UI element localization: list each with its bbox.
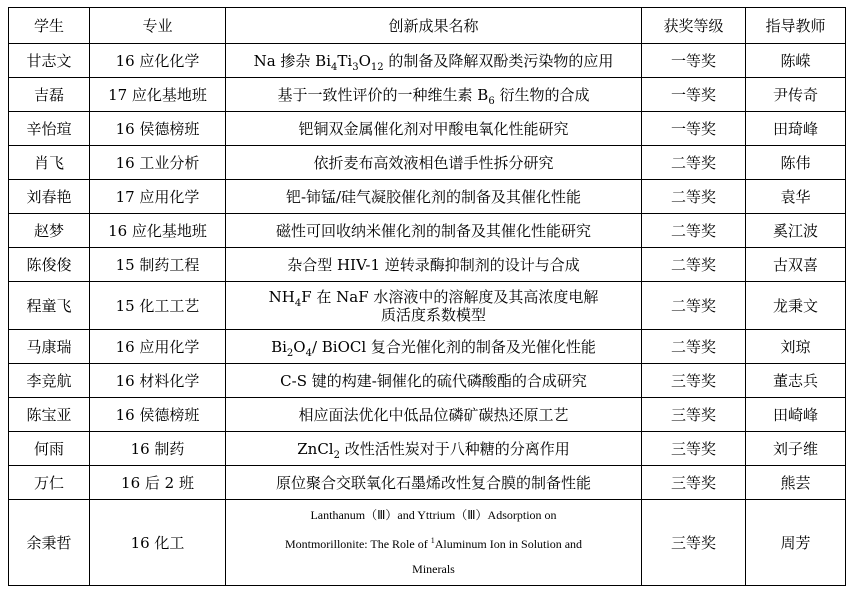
award-cell: 一等奖 [642, 78, 746, 112]
major-cell: 16 材料化学 [90, 364, 226, 398]
major-cell: 16 应化化学 [90, 44, 226, 78]
title-cell: 钯-铈锰/硅气凝胶催化剂的制备及其催化性能 [226, 180, 642, 214]
major-cell: 16 制药 [90, 432, 226, 466]
advisor-cell: 刘琼 [746, 330, 846, 364]
advisor-cell: 古双喜 [746, 248, 846, 282]
award-cell: 三等奖 [642, 364, 746, 398]
header-title: 创新成果名称 [226, 8, 642, 44]
table-body [9, 44, 846, 586]
table-row [9, 432, 846, 466]
table-row [9, 146, 846, 180]
major-cell: 17 应化基地班 [90, 78, 226, 112]
advisor-cell: 田崎峰 [746, 398, 846, 432]
award-cell: 三等奖 [642, 432, 746, 466]
award-cell: 二等奖 [642, 180, 746, 214]
student-cell: 吉磊 [9, 78, 90, 112]
award-cell: 一等奖 [642, 112, 746, 146]
advisor-cell: 陈嵘 [746, 44, 846, 78]
student-cell: 程童飞 [9, 282, 90, 330]
student-cell: 刘春艳 [9, 180, 90, 214]
title-cell: 依折麦布高效液相色谱手性拆分研究 [226, 146, 642, 180]
advisor-cell: 熊芸 [746, 466, 846, 500]
title-cell: 杂合型 HIV-1 逆转录酶抑制剂的设计与合成 [226, 248, 642, 282]
student-cell: 辛怡瑄 [9, 112, 90, 146]
student-cell: 何雨 [9, 432, 90, 466]
title-cell: Lanthanum（Ⅲ）and Yttrium（Ⅲ）Adsorption on Montmorillonite: The Role of $^1$Aluminum Ion in Solution and Minerals [226, 500, 642, 586]
major-cell: 15 化工工艺 [90, 282, 226, 330]
title-cell: 相应面法优化中低品位磷矿碳热还原工艺 [226, 398, 642, 432]
student-cell: 肖飞 [9, 146, 90, 180]
major-cell: 16 后 2 班 [90, 466, 226, 500]
table-row [9, 398, 846, 432]
header-student: 学生 [9, 8, 90, 44]
advisor-cell: 陈伟 [746, 146, 846, 180]
table-row [9, 78, 846, 112]
advisor-cell: 龙秉文 [746, 282, 846, 330]
award-cell: 二等奖 [642, 282, 746, 330]
header-row [9, 8, 846, 44]
student-cell: 赵梦 [9, 214, 90, 248]
major-cell: 16 化工 [90, 500, 226, 586]
table-row [9, 330, 846, 364]
major-cell: 16 工业分析 [90, 146, 226, 180]
award-cell: 三等奖 [642, 398, 746, 432]
award-cell: 二等奖 [642, 248, 746, 282]
table-row [9, 214, 846, 248]
award-cell: 一等奖 [642, 44, 746, 78]
table-row [9, 180, 846, 214]
header-advisor: 指导教师 [746, 8, 846, 44]
awards-table [8, 7, 846, 586]
student-cell: 余秉哲 [9, 500, 90, 586]
table-row [9, 248, 846, 282]
student-cell: 万仁 [9, 466, 90, 500]
student-cell: 李竞航 [9, 364, 90, 398]
advisor-cell: 袁华 [746, 180, 846, 214]
title-cell: C-S 键的构建-铜催化的硫代磷酸酯的合成研究 [226, 364, 642, 398]
advisor-cell: 周芳 [746, 500, 846, 586]
major-cell: 16 应用化学 [90, 330, 226, 364]
student-cell: 陈宝亚 [9, 398, 90, 432]
award-cell: 三等奖 [642, 466, 746, 500]
title-cell: 钯铜双金属催化剂对甲酸电氧化性能研究 [226, 112, 642, 146]
title-cell: 基于一致性评价的一种维生素 $B_6$ 衍生物的合成 [226, 78, 642, 112]
title-cell: ZnCl$_2$ 改性活性炭对于八种糖的分离作用 [226, 432, 642, 466]
header-major: 专业 [90, 8, 226, 44]
student-cell: 甘志文 [9, 44, 90, 78]
major-cell: 16 侯德榜班 [90, 112, 226, 146]
table-row [9, 364, 846, 398]
title-cell: 磁性可回收纳米催化剂的制备及其催化性能研究 [226, 214, 642, 248]
title-cell: 原位聚合交联氧化石墨烯改性复合膜的制备性能 [226, 466, 642, 500]
major-cell: 17 应用化学 [90, 180, 226, 214]
table-row [9, 466, 846, 500]
advisor-cell: 奚江波 [746, 214, 846, 248]
table-row [9, 44, 846, 78]
advisor-cell: 刘子维 [746, 432, 846, 466]
major-cell: 16 应化基地班 [90, 214, 226, 248]
title-cell: $NH_4F$ 在 NaF 水溶液中的溶解度及其高浓度电解 质活度系数模型 [226, 282, 642, 330]
award-cell: 二等奖 [642, 146, 746, 180]
award-cell: 三等奖 [642, 500, 746, 586]
advisor-cell: 田琦峰 [746, 112, 846, 146]
table-row [9, 500, 846, 586]
awards-table-container [8, 7, 846, 586]
student-cell: 陈俊俊 [9, 248, 90, 282]
table-row [9, 282, 846, 330]
major-cell: 16 侯德榜班 [90, 398, 226, 432]
advisor-cell: 董志兵 [746, 364, 846, 398]
table-row [9, 112, 846, 146]
title-cell: Na 掺杂 $Bi_4Ti_3O_{12}$ 的制备及降解双酚类污染物的应用 [226, 44, 642, 78]
advisor-cell: 尹传奇 [746, 78, 846, 112]
award-cell: 二等奖 [642, 330, 746, 364]
title-cell: $Bi_2O_4/$ BiOCl 复合光催化剂的制备及光催化性能 [226, 330, 642, 364]
header-award: 获奖等级 [642, 8, 746, 44]
award-cell: 二等奖 [642, 214, 746, 248]
student-cell: 马康瑞 [9, 330, 90, 364]
major-cell: 15 制药工程 [90, 248, 226, 282]
